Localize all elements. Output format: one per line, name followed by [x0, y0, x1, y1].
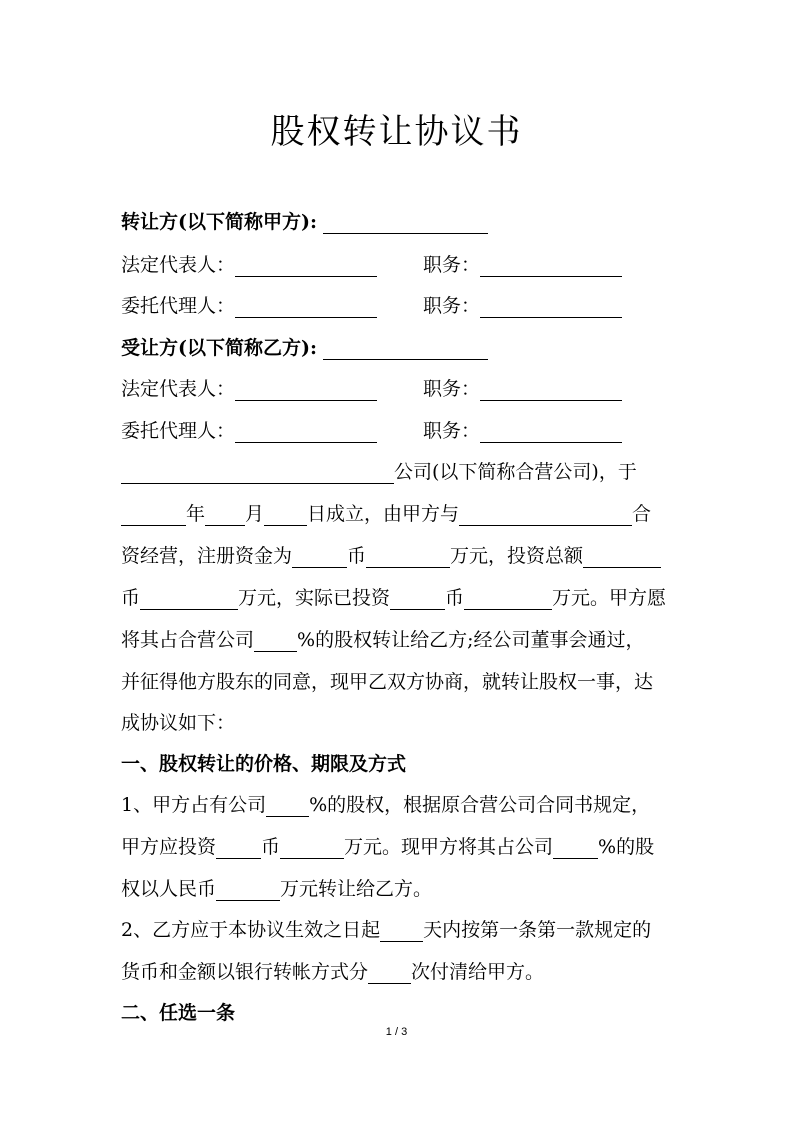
party-b-name-blank[interactable]	[323, 337, 488, 360]
intro-line-4	[121, 584, 666, 612]
section-1-heading: 一、股权转让的价格、期限及方式	[121, 753, 407, 775]
currency-label: 币	[261, 836, 281, 858]
clause-1-amount-blank[interactable]	[280, 836, 344, 859]
invested-label: 万元，实际已投资	[238, 587, 391, 609]
party-b-agent-line	[121, 417, 377, 445]
clause-1-percent-blank[interactable]	[266, 794, 309, 817]
registered-amount-blank[interactable]	[366, 545, 450, 568]
party-b-agent-blank[interactable]	[235, 420, 377, 443]
registered-capital-label: 资经营，注册资金为	[121, 545, 293, 567]
party-b-legal-rep-position-line	[423, 375, 622, 403]
party-a-agent-position-line	[423, 292, 622, 320]
he-label: 合	[632, 503, 652, 525]
intro-line-1	[121, 458, 637, 486]
clause-2-text: 货币和金额以银行转帐方式分	[121, 961, 369, 983]
section-2-heading: 二、任选一条	[121, 1002, 236, 1024]
currency-label: 币	[347, 545, 367, 567]
legal-rep-label: 法定代表人：	[121, 254, 236, 276]
document-title: 股权转让协议书	[270, 112, 523, 152]
party-a-heading: 转让方(以下简称甲方):	[121, 211, 317, 233]
intro-line-6: 并征得他方股东的同意，现甲乙双方协商，就转让股权一事，达	[121, 671, 654, 693]
party-a-legal-rep-blank[interactable]	[235, 254, 377, 277]
day-blank[interactable]	[264, 503, 307, 526]
clause-2-days-blank[interactable]	[380, 919, 423, 942]
clause-1-text: 甲方应投资	[121, 836, 217, 858]
intro-line-7: 成协议如下：	[121, 712, 236, 734]
year-label: 年	[186, 503, 206, 525]
party-b-line	[121, 334, 488, 362]
party-b-legal-rep-blank[interactable]	[235, 378, 377, 401]
clause-2-text: 次付清给甲方。	[411, 961, 545, 983]
total-amount-blank[interactable]	[140, 587, 238, 610]
position-label: 职务：	[423, 378, 481, 400]
clause-2-line-1	[121, 916, 651, 944]
clause-1-text: %的股权，根据原合营公司合同书规定，	[309, 794, 651, 816]
party-b-agent-position-blank[interactable]	[480, 420, 622, 443]
intent-label: 万元。甲方愿	[552, 587, 667, 609]
clause-1-line-3	[121, 875, 432, 903]
party-a-name-blank[interactable]	[323, 211, 488, 234]
party-a-agent-line	[121, 292, 377, 320]
intro-line-3	[121, 542, 661, 570]
year-blank[interactable]	[121, 503, 186, 526]
partner-blank[interactable]	[459, 503, 632, 526]
clause-1-text: 1、甲方占有公司	[121, 794, 267, 816]
clause-1-price-blank[interactable]	[216, 878, 280, 901]
registered-currency-blank[interactable]	[292, 545, 347, 568]
position-label: 职务：	[423, 254, 481, 276]
clause-1-text: 权以人民币	[121, 878, 217, 900]
intro-text: 公司(以下简称合营公司)，于	[394, 461, 637, 483]
clause-2-line-2	[121, 958, 544, 986]
share-label: 将其占合营公司	[121, 629, 255, 651]
company-name-blank[interactable]	[121, 461, 394, 484]
page-number: 1 / 3	[385, 1026, 408, 1038]
month-blank[interactable]	[205, 503, 245, 526]
intro-line-5	[121, 626, 644, 654]
clause-1-line-2	[121, 833, 654, 861]
clause-1-text: 万元。现甲方将其占公司	[344, 836, 554, 858]
party-a-legal-rep-line	[121, 251, 377, 279]
total-currency-blank[interactable]	[583, 545, 661, 568]
legal-rep-label: 法定代表人：	[121, 378, 236, 400]
party-b-agent-position-line	[423, 417, 622, 445]
party-a-agent-position-blank[interactable]	[480, 295, 622, 318]
clause-1-currency-blank[interactable]	[216, 836, 261, 859]
clause-1-transfer-percent-blank[interactable]	[553, 836, 598, 859]
clause-2-text: 天内按第一条第一款规定的	[423, 919, 652, 941]
invested-amount-blank[interactable]	[464, 587, 552, 610]
party-a-agent-blank[interactable]	[235, 295, 377, 318]
position-label: 职务：	[423, 420, 481, 442]
party-b-heading: 受让方(以下简称乙方):	[121, 337, 317, 359]
intro-line-2	[121, 500, 651, 528]
party-a-line	[121, 208, 488, 236]
share-transfer-text: %的股权转让给乙方;经公司董事会通过，	[297, 629, 645, 651]
total-investment-label: 万元，投资总额	[450, 545, 584, 567]
party-a-legal-rep-position-line	[423, 251, 622, 279]
position-label: 职务：	[423, 295, 481, 317]
clause-1-text: %的股	[598, 836, 655, 858]
currency-label: 币	[445, 587, 465, 609]
clause-2-text: 2、乙方应于本协议生效之日起	[121, 919, 381, 941]
invested-currency-blank[interactable]	[390, 587, 445, 610]
currency-label: 币	[121, 587, 141, 609]
month-label: 月	[245, 503, 265, 525]
party-a-legal-rep-position-blank[interactable]	[480, 254, 622, 277]
clause-2-installments-blank[interactable]	[368, 961, 411, 984]
party-b-legal-rep-position-blank[interactable]	[480, 378, 622, 401]
party-b-legal-rep-line	[121, 375, 377, 403]
day-label: 日成立，由甲方与	[307, 503, 460, 525]
agent-label: 委托代理人：	[121, 295, 236, 317]
clause-1-line-1	[121, 791, 650, 819]
clause-1-text: 万元转让给乙方。	[280, 878, 433, 900]
share-percent-blank[interactable]	[254, 629, 297, 652]
agent-label: 委托代理人：	[121, 420, 236, 442]
